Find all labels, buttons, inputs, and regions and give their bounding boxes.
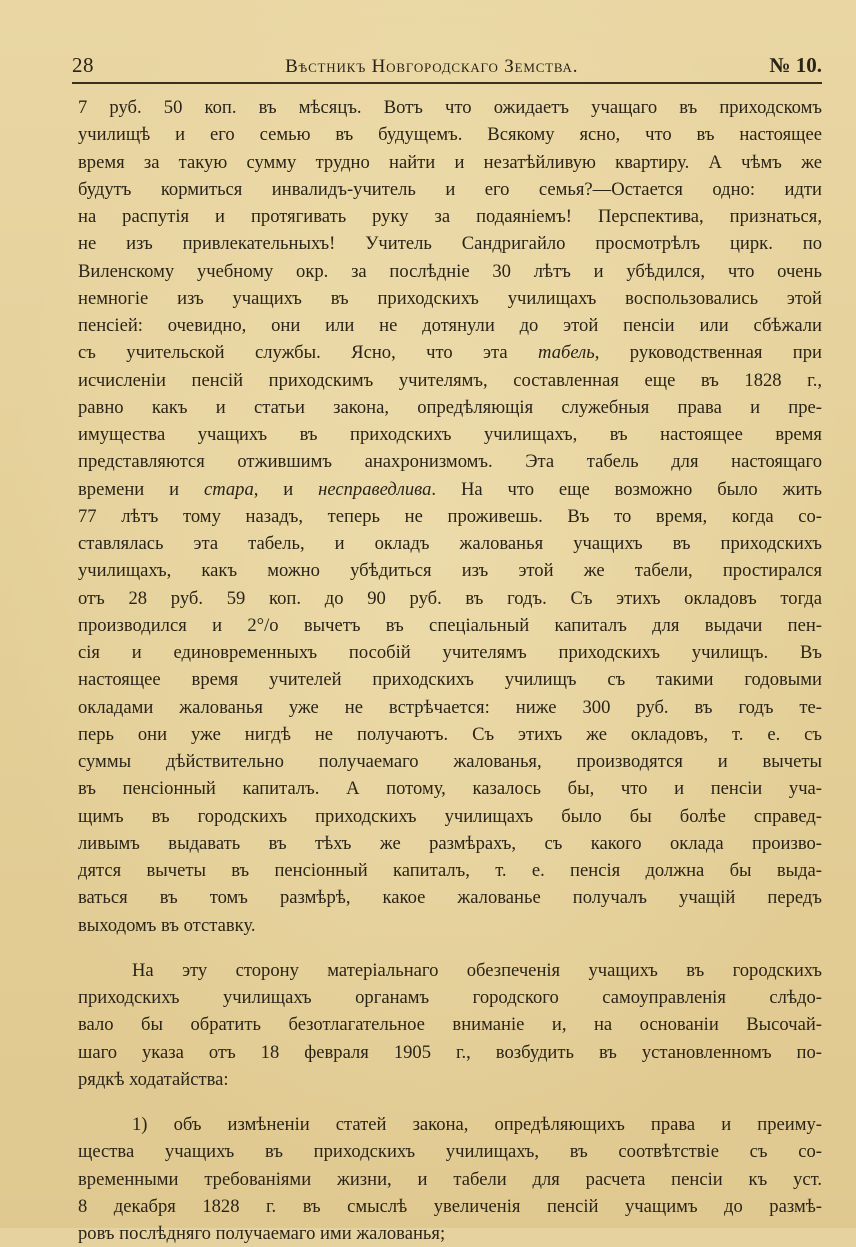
text-line: пенсіей: очевидно, они или не дотянули до этой пенсіи или сбѣжали — [78, 315, 822, 336]
text-line: исчисленіи пенсій приходскимъ учителямъ, составленная еще въ 1828 г., — [78, 369, 822, 391]
text-line: будутъ кормиться инвалидъ-учитель и его семья?—Остается одно: идти — [78, 178, 822, 200]
text-line: 1) объ измѣненіи статей закона, опредѣляющихъ права и преиму- — [132, 1114, 822, 1135]
text-line: Виленскому учебному окр. за послѣдніе 30 лѣтъ и убѣдился, что очень — [78, 260, 822, 282]
paragraph-1 — [78, 94, 822, 939]
text-line: училищахъ, какъ можно убѣдиться изъ этой же табели, простирался — [78, 560, 822, 582]
issue-number: № 10. — [769, 53, 822, 77]
text-line: шаго указа отъ 18 февраля 1905 г., возбудить въ установленномъ по- — [78, 1041, 822, 1063]
text-segment: съ учительской службы. Ясно, что эта — [78, 342, 539, 364]
text-line: окладами жалованья уже не встрѣчается: ниже 300 руб. въ годъ те- — [78, 696, 822, 718]
text-line: ставлялась эта табель, и окладъ жалованья учащихъ въ приходскихъ — [78, 533, 822, 554]
text-segment: времени и — [78, 478, 204, 500]
italic-term-nespravedliva: несправедлива — [318, 478, 432, 500]
text-line: приходскихъ училищахъ органамъ городского самоуправленія слѣдо- — [78, 987, 822, 1008]
text-line: представляются отжившимъ анахронизмомъ. Эта табель для настоящаго — [78, 451, 822, 473]
text-line: временными требованіями жизни, и табели для расчета пенсіи къ уст. — [78, 1168, 822, 1190]
text-line: производился и 2°/о вычетъ въ спеціальный капиталъ для выдачи пен- — [78, 614, 822, 636]
text-line: щимъ въ городскихъ приходскихъ училищахъ было бы болѣе справед- — [78, 805, 822, 827]
text-line: настоящее время учителей приходскихъ училищъ съ такими годовыми — [78, 669, 822, 691]
text-line: 77 лѣтъ тому назадъ, теперь не проживешь. Въ то время, когда со- — [78, 505, 822, 527]
text-line: ваться въ томъ размѣрѣ, какое жалованье получалъ учащій передъ — [78, 887, 822, 909]
text-line: На эту сторону матеріальнаго обезпеченія учащихъ въ городскихъ — [132, 959, 822, 981]
text-line: сія и единовременныхъ пособій учителямъ приходскихъ училищъ. Въ — [78, 642, 822, 663]
paragraph-gap — [78, 1093, 822, 1111]
text-line: 7 руб. 50 коп. въ мѣсяцъ. Вотъ что ожидаетъ учащаго въ приходскомъ — [78, 97, 822, 118]
text-line: щества учащихъ въ приходскихъ училищахъ, въ соотвѣтствіе съ со- — [78, 1141, 822, 1163]
text-line: не изъ привлекательныхъ! Учитель Сандригайло просмотрѣлъ цирк. по — [78, 233, 822, 255]
paragraph-2 — [78, 957, 822, 1093]
page-number: 28 — [72, 53, 94, 77]
text-line: немногіе изъ учащихъ въ приходскихъ училищахъ воспользовались этой — [78, 287, 822, 309]
text-line: дятся вычеты въ пенсіонный капиталъ, т. е. пенсія должна бы выда- — [78, 860, 822, 881]
text-line: выходомъ въ отставку. — [78, 914, 256, 936]
text-line: ливымъ выдавать въ тѣхъ же размѣрахъ, съ какого оклада произво- — [78, 832, 822, 854]
text-line: на распутія и протягивать руку за подаяніемъ! Перспектива, признаться, — [78, 206, 822, 227]
journal-title: Вѣстникъ Новгородскаго Земства. — [285, 56, 579, 77]
text-line: имущества учащихъ въ приходскихъ училищахъ, въ настоящее время — [78, 424, 822, 445]
text-line: вало бы обратить безотлагательное вниманіе и, на основаніи Высочай- — [78, 1014, 822, 1036]
text-line: время за такую сумму трудно найти и незатѣйливую квартиру. А чѣмъ же — [78, 151, 822, 173]
italic-term-stara: стара — [203, 478, 254, 500]
text-line: суммы дѣйствительно получаемаго жалованья, производятся и вычеты — [78, 751, 822, 772]
paragraph-gap — [78, 939, 822, 957]
text-line-with-italic — [78, 476, 822, 503]
running-header — [72, 44, 822, 84]
text-segment: , и — [253, 478, 319, 500]
text-line: отъ 28 руб. 59 коп. до 90 руб. въ годъ. Съ этихъ окладовъ тогда — [78, 587, 822, 609]
text-line: ровъ послѣдняго получаемаго ими жалованья; — [78, 1223, 446, 1244]
text-line: рядкѣ ходатайства: — [78, 1068, 229, 1090]
text-line: равно какъ и статьи закона, опредѣляющія служебныя права и пре- — [78, 396, 822, 418]
body-text — [78, 94, 822, 1247]
text-line: въ пенсіонный капиталъ. А потому, казалось бы, что и пенсіи уча- — [78, 778, 822, 800]
text-segment: . На что еще возможно было жить — [431, 478, 822, 500]
text-line: 8 декабря 1828 г. въ смыслѣ увеличенія пенсій учащимъ до размѣ- — [78, 1195, 822, 1217]
italic-term-tabel: табель — [538, 342, 595, 364]
text-segment: , руководственная при — [594, 342, 822, 364]
paragraph-3 — [78, 1111, 822, 1247]
text-line: перь они уже нигдѣ не получаютъ. Съ этихъ же окладовъ, т. е. съ — [78, 723, 822, 745]
text-line-with-italic — [78, 339, 822, 366]
text-line: училищѣ и его семью въ будущемъ. Всякому ясно, что въ настоящее — [78, 124, 822, 146]
